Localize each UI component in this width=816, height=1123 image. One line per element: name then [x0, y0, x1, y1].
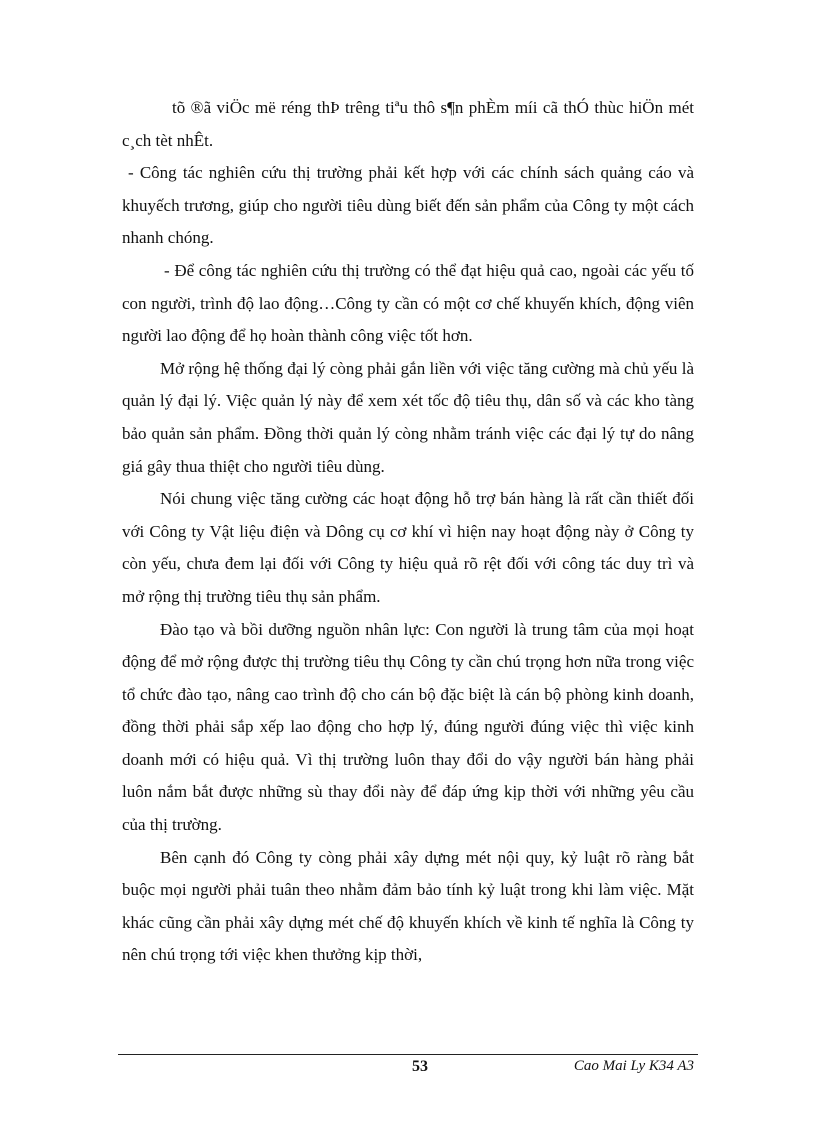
paragraph-5: Nói chung việc tăng cường các hoạt động hỗ trợ bán hàng là rất cần thiết đối với Công ty Vật liệu điện và Dông cụ cơ khí vì hiện nay hoạt động này ở Công ty còn yếu, chưa đem lại đối với Công ty hiệu quả rõ rệt đối với công tác duy trì và mở rộng thị trường tiêu thụ sản phẩm.: [122, 489, 694, 606]
page-number: 53: [412, 1058, 428, 1075]
paragraph-4: Mở rộng hệ thống đại lý còng phải gắn liền với việc tăng cường mà chủ yếu là quản lý đại lý. Việc quản lý này để xem xét tốc độ tiêu thụ, dân số và các kho tàng bảo quản sản phẩm. Đồng thời quản lý còng nhằm tránh việc các đại lý tự do nâng giá gây thua thiệt cho người tiêu dùng.: [122, 358, 694, 476]
body-text: [122, 92, 694, 972]
paragraph-7: Bên cạnh đó Công ty còng phải xây dựng mét nội quy, kỷ luật rõ ràng bắt buộc mọi người phải tuân theo nhằm đảm bảo tính kỷ luật trong khi làm việc. Mặt khác cũng cần phải xây dựng mét chế độ khuyến khích về kinh tế nghĩa là Công ty nên chú trọng tới việc khen thưởng kịp thời,: [122, 847, 694, 965]
paragraph-2: - Công tác nghiên cứu thị trường phải kết hợp với các chính sách quảng cáo và khuyếch trương, giúp cho người tiêu dùng biết đến sản phẩm của Công ty một cách nhanh chóng.: [122, 163, 694, 248]
footer-author: Cao Mai Ly K34 A3: [573, 1058, 694, 1074]
paragraph-6: Đào tạo và bồi dưỡng nguồn nhân lực: Con người là trung tâm của mọi hoạt động để mở rộng được thị trường tiêu thụ Công ty cần chú trọng hơn nữa trong việc tổ chức đào tạo, nâng cao trình độ cho cán bộ đặc biệt là cán bộ phòng kinh doanh, đồng thời phải sắp xếp lao động cho hợp lý, đúng người đúng việc thì việc kinh doanh mới có hiệu quả. Vì thị trường luôn thay đổi do vậy người bán hàng phải luôn nắm bắt được những sù thay đổi này để đáp ứng kịp thời với những yêu cầu của thị trường.: [122, 619, 694, 835]
paragraph-3: - Để công tác nghiên cứu thị trường có thể đạt hiệu quả cao, ngoài các yếu tố con người, trình độ lao động…Công ty cần có một cơ chế khuyến khích, động viên người lao động để họ hoàn thành công việc tốt hơn.: [122, 260, 694, 346]
footer-divider: [118, 1054, 698, 1055]
paragraph-1: tõ ®ã viÖc më réng thÞ trêng tiªu thô s¶n phÈm míi cã thÓ thùc hiÖn mét c¸ch tèt nhÊt.: [122, 98, 694, 150]
